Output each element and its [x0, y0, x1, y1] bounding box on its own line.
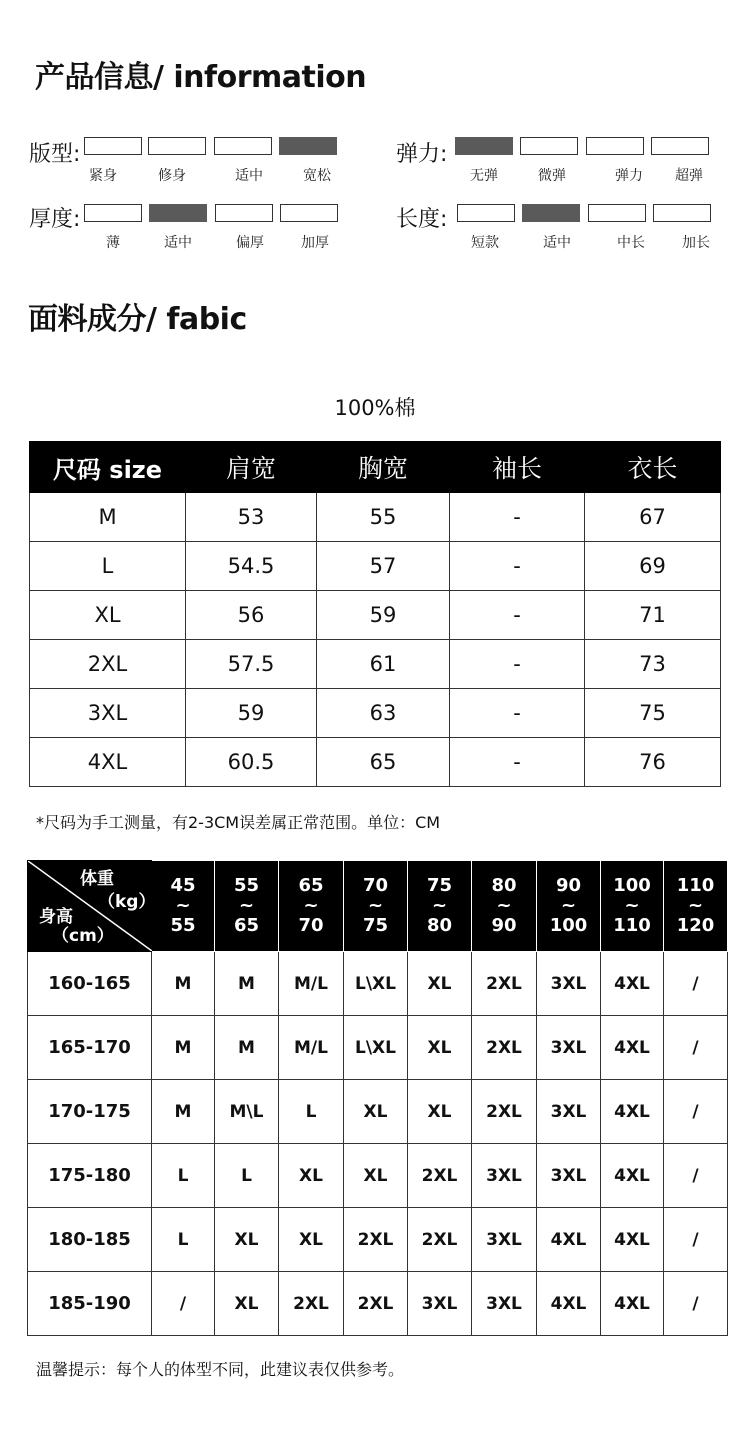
table-cell: 2XL: [408, 1144, 472, 1208]
table-cell: 61: [317, 640, 450, 689]
table-cell: 4XL: [601, 1016, 664, 1080]
table-cell: M/L: [279, 952, 344, 1016]
table-cell: /: [664, 1016, 728, 1080]
table-cell: XL: [279, 1144, 344, 1208]
corner-cm-unit: （cm）: [52, 926, 114, 946]
table-cell: 55: [317, 493, 450, 542]
corner-height-label: 身高: [39, 907, 73, 927]
height-range-cell: 165-170: [28, 1016, 152, 1080]
table-cell: XL: [344, 1144, 408, 1208]
table-cell: 3XL: [472, 1144, 537, 1208]
table-cell: M/L: [279, 1016, 344, 1080]
table-cell: L\XL: [344, 952, 408, 1016]
elasticity-box-2: [520, 137, 578, 155]
table-cell: 3XL: [537, 1144, 601, 1208]
table-cell: 4XL: [601, 1272, 664, 1336]
fit-tip: 温馨提示：每个人的体型不同，此建议表仅供参考。: [36, 1360, 405, 1379]
weight-range-header: 80 ~ 90: [472, 861, 537, 952]
table-cell: 2XL: [472, 1080, 537, 1144]
table-cell: L: [152, 1144, 215, 1208]
size-header-shoulder: 肩宽: [186, 442, 317, 493]
elasticity-box-1: [455, 137, 513, 155]
fit-box-3: [214, 137, 272, 155]
table-cell: 57: [317, 542, 450, 591]
weight-range-header: 45 ~ 55: [152, 861, 215, 952]
fit-box-1: [84, 137, 142, 155]
table-row: [28, 1144, 728, 1208]
length-box-1: [457, 204, 515, 222]
size-header-chest: 胸宽: [317, 442, 450, 493]
elasticity-option-1: 无弹: [470, 168, 498, 184]
length-option-3: 中长: [617, 235, 645, 251]
table-cell: XL: [30, 591, 186, 640]
table-cell: L\XL: [344, 1016, 408, 1080]
height-range-cell: 180-185: [28, 1208, 152, 1272]
table-row: [30, 640, 721, 689]
table-cell: M: [30, 493, 186, 542]
table-cell: L: [279, 1080, 344, 1144]
table-cell: 3XL: [472, 1272, 537, 1336]
fabric-composition: 100%棉: [334, 396, 416, 420]
height-range-cell: 170-175: [28, 1080, 152, 1144]
table-cell: 57.5: [186, 640, 317, 689]
thickness-option-2: 适中: [164, 235, 192, 251]
table-cell: 4XL: [601, 1208, 664, 1272]
corner-header: [28, 861, 156, 952]
table-cell: 59: [317, 591, 450, 640]
table-cell: XL: [408, 1016, 472, 1080]
table-cell: 67: [585, 493, 721, 542]
weight-range-header: 110 ~ 120: [664, 861, 728, 952]
table-row: [30, 542, 721, 591]
table-cell: XL: [215, 1272, 279, 1336]
size-header-sleeve: 袖长: [450, 442, 585, 493]
weight-range-header: 65 ~ 70: [279, 861, 344, 952]
length-option-1: 短款: [471, 235, 499, 251]
table-cell: XL: [279, 1208, 344, 1272]
table-cell: -: [450, 689, 585, 738]
table-cell: -: [450, 591, 585, 640]
fit-option-3: 适中: [235, 168, 263, 184]
size-header-size: 尺码 size: [30, 442, 186, 493]
weight-range-header: 90 ~ 100: [537, 861, 601, 952]
table-row: [30, 591, 721, 640]
table-cell: 2XL: [30, 640, 186, 689]
table-cell: XL: [408, 1080, 472, 1144]
table-cell: 4XL: [601, 1144, 664, 1208]
thickness-option-4: 加厚: [301, 235, 329, 251]
table-cell: 53: [186, 493, 317, 542]
table-cell: /: [664, 1144, 728, 1208]
table-cell: /: [152, 1272, 215, 1336]
elasticity-option-2: 微弹: [538, 168, 566, 184]
table-cell: 3XL: [30, 689, 186, 738]
thickness-box-1: [84, 204, 142, 222]
length-box-4: [653, 204, 711, 222]
fit-option-1: 紧身: [89, 168, 117, 184]
elasticity-box-3: [586, 137, 644, 155]
table-cell: M: [152, 1080, 215, 1144]
weight-range-header: 55 ~ 65: [215, 861, 279, 952]
fit-box-2: [148, 137, 206, 155]
size-note: *尺码为手工测量，有2-3CM误差属正常范围。单位：CM: [36, 813, 441, 832]
height-range-cell: 175-180: [28, 1144, 152, 1208]
table-cell: 2XL: [472, 1016, 537, 1080]
table-row: [28, 1272, 728, 1336]
length-option-2: 适中: [543, 235, 571, 251]
table-cell: 4XL: [537, 1272, 601, 1336]
size-header-length: 衣长: [585, 442, 721, 493]
table-cell: 2XL: [279, 1272, 344, 1336]
table-cell: 4XL: [601, 952, 664, 1016]
thickness-box-3: [215, 204, 273, 222]
fit-label: 版型:: [29, 142, 81, 167]
table-cell: 75: [585, 689, 721, 738]
fit-option-4: 宽松: [303, 168, 331, 184]
table-cell: 3XL: [537, 1016, 601, 1080]
table-cell: M: [152, 1016, 215, 1080]
table-cell: -: [450, 738, 585, 787]
table-row: [28, 1208, 728, 1272]
table-cell: -: [450, 640, 585, 689]
table-cell: M: [215, 1016, 279, 1080]
size-recommendation-table: [27, 860, 728, 1336]
length-label: 长度:: [396, 207, 448, 232]
length-box-3: [588, 204, 646, 222]
elasticity-option-3: 弹力: [615, 168, 643, 184]
elasticity-label: 弹力:: [396, 142, 448, 167]
table-cell: 2XL: [472, 952, 537, 1016]
table-cell: M: [215, 952, 279, 1016]
table-cell: 4XL: [30, 738, 186, 787]
corner-weight-label: 体重: [80, 869, 114, 889]
table-cell: 3XL: [472, 1208, 537, 1272]
table-cell: XL: [344, 1080, 408, 1144]
elasticity-option-4: 超弹: [675, 168, 703, 184]
table-cell: 2XL: [344, 1208, 408, 1272]
table-cell: 4XL: [537, 1208, 601, 1272]
table-row: [28, 1080, 728, 1144]
size-table-header: [30, 442, 721, 493]
thickness-label: 厚度:: [29, 207, 81, 232]
table-cell: 2XL: [344, 1272, 408, 1336]
elasticity-box-4: [651, 137, 709, 155]
weight-range-header: 100 ~ 110: [601, 861, 664, 952]
product-info-title: 产品信息/ information: [35, 60, 367, 95]
table-cell: -: [450, 493, 585, 542]
table-cell: 4XL: [601, 1080, 664, 1144]
table-cell: 63: [317, 689, 450, 738]
table-row: [28, 952, 728, 1016]
table-cell: 3XL: [537, 952, 601, 1016]
thickness-box-4: [280, 204, 338, 222]
table-cell: /: [664, 952, 728, 1016]
table-cell: XL: [215, 1208, 279, 1272]
table-cell: 60.5: [186, 738, 317, 787]
table-cell: /: [664, 1080, 728, 1144]
weight-range-header: 75 ~ 80: [408, 861, 472, 952]
table-row: [30, 738, 721, 787]
table-cell: L: [152, 1208, 215, 1272]
table-cell: L: [30, 542, 186, 591]
table-cell: 3XL: [537, 1080, 601, 1144]
fit-box-4: [279, 137, 337, 155]
size-table: [29, 441, 721, 787]
thickness-option-1: 薄: [106, 235, 120, 251]
corner-kg-unit: （kg）: [98, 892, 156, 912]
height-range-cell: 185-190: [28, 1272, 152, 1336]
table-row: [30, 493, 721, 542]
fabric-title: 面料成分/ fabic: [28, 302, 247, 337]
length-option-4: 加长: [682, 235, 710, 251]
table-cell: M\L: [215, 1080, 279, 1144]
table-row: [30, 689, 721, 738]
height-range-cell: 160-165: [28, 952, 152, 1016]
table-cell: 65: [317, 738, 450, 787]
table-cell: 54.5: [186, 542, 317, 591]
table-cell: 76: [585, 738, 721, 787]
table-cell: /: [664, 1272, 728, 1336]
fit-option-2: 修身: [158, 168, 186, 184]
length-box-2: [522, 204, 580, 222]
table-cell: -: [450, 542, 585, 591]
table-cell: /: [664, 1208, 728, 1272]
table-cell: XL: [408, 952, 472, 1016]
thickness-option-3: 偏厚: [236, 235, 264, 251]
table-cell: 69: [585, 542, 721, 591]
table-cell: 3XL: [408, 1272, 472, 1336]
weight-range-header: 70 ~ 75: [344, 861, 408, 952]
rec-table-header: [28, 861, 728, 952]
table-row: [28, 1016, 728, 1080]
table-cell: 73: [585, 640, 721, 689]
table-cell: M: [152, 952, 215, 1016]
table-cell: L: [215, 1144, 279, 1208]
table-cell: 71: [585, 591, 721, 640]
table-cell: 56: [186, 591, 317, 640]
thickness-box-2: [149, 204, 207, 222]
table-cell: 59: [186, 689, 317, 738]
table-cell: 2XL: [408, 1208, 472, 1272]
